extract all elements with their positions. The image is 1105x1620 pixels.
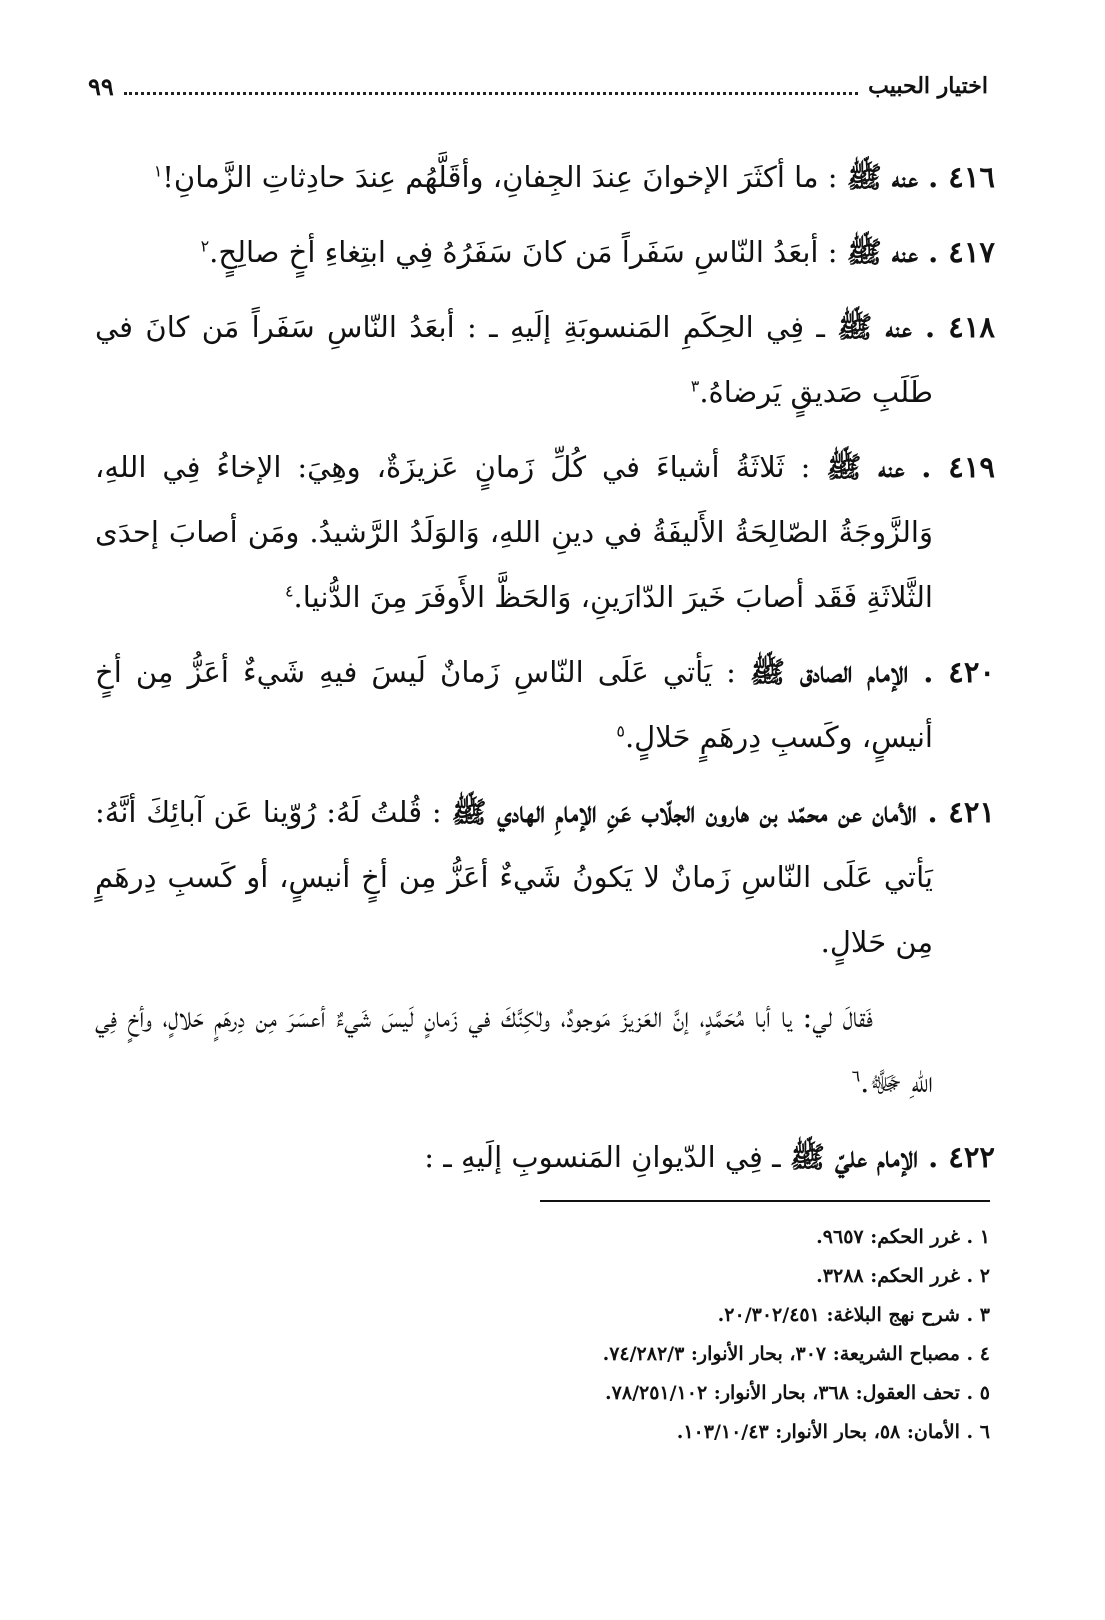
hadith-entry: ٤٢٢ . الإمام عليّ ﷺ ـ فِي الدّيوانِ المَنسوبِ إلَيهِ ـ : (424, 1140, 995, 1174)
entry-source: عنه ﷺ (826, 450, 905, 484)
footnote: ٦ . الأمان: ٥٨، بحار الأنوار: ١٠٣/١٠/٤٣. (676, 1421, 990, 1443)
footnote-ref: ٦ (851, 1066, 861, 1086)
entry-text: : ما أكثَرَ الإخوانَ عِندَ الجِفانِ، وأقَلَّهُم عِندَ حادِثاتِ الزَّمانِ! (162, 160, 838, 194)
footnotes (300, 1218, 990, 1452)
entry-source: عنه ﷺ (846, 235, 918, 269)
entry-source: عنه ﷺ (837, 310, 912, 344)
entry-number: ٤١٧ (948, 235, 995, 269)
dotted-leader (124, 78, 858, 95)
entry-text: ـ فِي الدّيوانِ المَنسوبِ إلَيهِ ـ : (424, 1140, 781, 1174)
running-header (88, 66, 988, 106)
entry-number: ٤١٦ (948, 160, 995, 194)
entry-text: : يَأتي عَلَى النّاسِ زَمانٌ لَيسَ فيهِ شَيءٌ أعَزُّ مِن أخٍ أنيسٍ، وكَسبِ دِرهَمٍ حَلالٍ. (95, 655, 933, 754)
entry-source: الأمان عن محمّد بن هارون الجلّاب عَنِ الإمامِ الهادي ﷺ (451, 795, 917, 829)
continuation-text: فَقالَ لي: يا أبا مُحَمَّدٍ، إنَّ العَزيزَ مَوجودٌ، ولٰكِنَّكَ في زَمانٍ لَيسَ شَيءٌ أعسَرَ مِن دِرهَمٍ حَلالٍ، وأخٍ فِي اللهِ ﷻ. (95, 1000, 933, 1099)
footnote: ٤ . مصباح الشريعة: ٣٠٧، بحار الأنوار: ٧٤/٢٨٢/٣. (602, 1343, 990, 1365)
footnote-ref: ١ (153, 161, 163, 181)
footnote-ref: ٣ (690, 376, 700, 396)
footnote-ref: ٢ (200, 236, 210, 256)
hadith-entry: ٤٢٠ . الإمام الصادق ﷺ : يَأتي عَلَى النّاسِ زَمانٌ لَيسَ فيهِ شَيءٌ أعَزُّ مِن أخٍ أنيسٍ، وكَسبِ دِرهَمٍ حَلالٍ.$^٥$ (95, 655, 996, 754)
entry-number: ٤٢٢ (948, 1140, 995, 1174)
entry-number: ٤٢١ (948, 795, 995, 829)
book-title: اختيار الحبيب (868, 73, 988, 99)
footnote-divider (540, 1200, 990, 1202)
main-text (95, 145, 995, 1200)
entry-text: : قُلتُ لَهُ: رُوّينا عَن آبائِكَ أنَّهُ: يَأتي عَلَى النّاسِ زَمانٌ لا يَكونُ شَيءٌ أعَزُّ مِن أخٍ أنيسٍ، أو كَسبِ دِرهَمٍ مِن حَلالٍ. (95, 795, 933, 959)
footnote: ٣ . شرح نهج البلاغة: ٢٠/٣٠٢/٤٥١. (717, 1304, 990, 1326)
footnote: ٢ . غرر الحكم: ٣٢٨٨. (816, 1265, 990, 1287)
page-number: ٩٩ (88, 71, 114, 101)
entry-number: ٤١٨ (948, 310, 996, 344)
hadith-entry: ٤٢١ . الأمان عن محمّد بن هارون الجلّاب عَنِ الإمامِ الهادي ﷺ : قُلتُ لَهُ: رُوّينا عَن آبائِكَ أنَّهُ: يَأتي عَلَى النّاسِ زَمانٌ لا يَكونُ شَيءٌ أعَزُّ مِن أخٍ أنيسٍ، أو كَسبِ دِرهَمٍ مِن حَلالٍ. (95, 795, 995, 959)
footnote: ١ . غرر الحكم: ٩٦٥٧. (816, 1226, 990, 1248)
entry-source: الإمام عليّ ﷺ (789, 1140, 918, 1174)
entry-text: ـ فِي الحِكَمِ المَنسوبَةِ إلَيهِ ـ : أبعَدُ النّاسِ سَفَراً مَن كانَ في طَلَبِ صَديقٍ يَرضاهُ. (95, 310, 933, 409)
entry-number: ٤٢٠ (948, 655, 996, 689)
entry-text: : ثَلاثَةُ أشياءَ في كُلِّ زَمانٍ عَزيزَةٌ، وهِيَ: الإخاءُ فِي اللهِ، وَالزَّوجَةُ الصّالِحَةُ الأَليفَةُ في دينِ اللهِ، وَالوَلَدُ الرَّشيدُ. ومَن أصابَ إحدَى الثَّلاثَةِ فَقَد أصابَ خَيرَ الدّارَينِ، وَالحَظَّ الأَوفَرَ مِنَ الدُّنيا. (95, 450, 933, 614)
entry-number: ٤١٩ (948, 450, 995, 484)
hadith-entry: ٤١٨ . عنه ﷺ ـ فِي الحِكَمِ المَنسوبَةِ إلَيهِ ـ : أبعَدُ النّاسِ سَفَراً مَن كانَ في طَلَبِ صَديقٍ يَرضاهُ.$^٣$ (95, 310, 996, 409)
entry-text: : أبعَدُ النّاسِ سَفَراً مَن كانَ سَفَرُهُ فِي ابتِغاءِ أخٍ صالِحٍ. (209, 235, 838, 269)
entry-source: الإمام الصادق ﷺ (750, 655, 909, 689)
hadith-entry: ٤١٧ . عنه ﷺ : أبعَدُ النّاسِ سَفَراً مَن كانَ سَفَرُهُ فِي ابتِغاءِ أخٍ صالِحٍ.$^٢$ (200, 235, 995, 269)
entry-continuation (95, 985, 995, 1115)
entry-source: عنه ﷺ (846, 160, 918, 194)
hadith-entry: ٤١٦ . عنه ﷺ : ما أكثَرَ الإخوانَ عِندَ الجِفانِ، وأقَلَّهُم عِندَ حادِثاتِ الزَّمانِ!$^١$ (153, 160, 995, 194)
footnote-ref: ٥ (616, 721, 625, 741)
footnote-ref: ٤ (284, 581, 294, 601)
footnote: ٥ . تحف العقول: ٣٦٨، بحار الأنوار: ٧٨/٢٥١/١٠٢. (605, 1382, 990, 1404)
hadith-entry: ٤١٩ . عنه ﷺ : ثَلاثَةُ أشياءَ في كُلِّ زَمانٍ عَزيزَةٌ، وهِيَ: الإخاءُ فِي اللهِ، وَالزَّوجَةُ الصّالِحَةُ الأَليفَةُ في دينِ اللهِ، وَالوَلَدُ الرَّشيدُ. ومَن أصابَ إحدَى الثَّلاثَةِ فَقَد أصابَ خَيرَ الدّارَينِ، وَالحَظَّ الأَوفَرَ مِنَ الدُّنيا.$^٤$ (95, 450, 995, 614)
